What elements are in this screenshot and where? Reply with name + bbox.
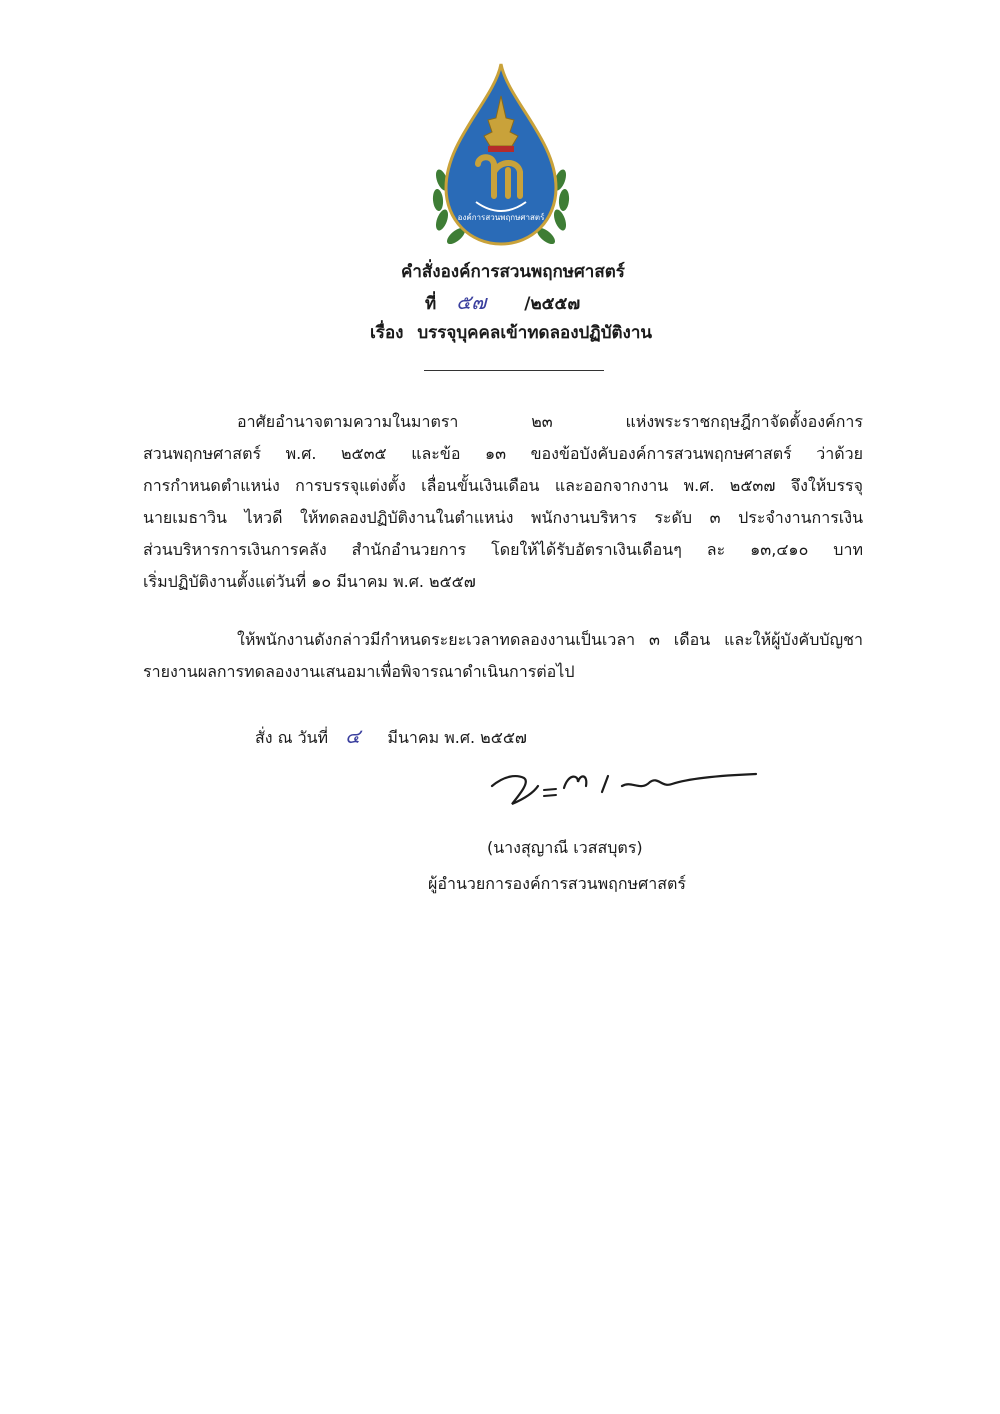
order-date-month-year: มีนาคม พ.ศ. ๒๕๕๗ [387, 728, 527, 747]
order-title: คำสั่งองค์การสวนพฤกษศาสตร์ [401, 262, 625, 282]
paragraph1-line-6: เริ่มปฏิบัติงานตั้งแต่วันที่ ๑๐ มีนาคม พ.ศ. ๒๕๕๗ [143, 572, 476, 591]
order-date-prefix: สั่ง ณ วันที่ [255, 728, 329, 747]
paragraph2-line-2: รายงานผลการทดลองงานเสนอมาเพื่อพิจารณาดำเนินการต่อไป [143, 662, 575, 681]
paragraph1-line-4: นายเมธาวิน ไหวดี ให้ทดลองปฏิบัติงานในตำแหน่ง พนักงานบริหาร ระดับ ๓ ประจำงานการเงิน [143, 508, 863, 527]
paragraph1-line-5: ส่วนบริหารการเงินการคลัง สำนักอำนวยการ โดยให้ได้รับอัตราเงินเดือนๆ ละ ๑๓,๔๑๐ บาท [143, 540, 863, 559]
header-divider [424, 370, 604, 371]
handwritten-signature-icon [486, 764, 761, 810]
order-date [255, 720, 527, 752]
signatory-position: ผู้อำนวยการองค์การสวนพฤกษศาสตร์ [428, 874, 686, 893]
subject-text: บรรจุบุคคลเข้าทดลองปฏิบัติงาน [417, 323, 652, 343]
order-number-suffix: /๒๕๕๗ [524, 294, 581, 314]
paragraph1-line-2: สวนพฤกษศาสตร์ พ.ศ. ๒๕๓๕ และข้อ ๑๓ ของข้อบังคับองค์การสวนพฤกษศาสตร์ ว่าด้วย [143, 444, 863, 463]
subject-label: เรื่อง [370, 323, 404, 343]
org-emblem-icon [428, 60, 574, 248]
paragraph1-line-3: การกำหนดตำแหน่ง การบรรจุแต่งตั้ง เลื่อนขั้นเงินเดือน และออกจากงาน พ.ศ. ๒๕๓๗ จึงให้บรรจุ [143, 476, 863, 495]
order-number-handwritten: ๕๗ [456, 290, 487, 314]
order-number-prefix: ที่ [425, 294, 437, 314]
emblem-caption: องค์การสวนพฤกษศาสตร์ [457, 213, 545, 222]
order-date-day: ๔ [345, 724, 361, 748]
order-subject [370, 319, 652, 346]
signatory-name: (นางสุญาณี เวสสบุตร) [487, 838, 643, 857]
paragraph2-line-1: ให้พนักงานดังกล่าวมีกำหนดระยะเวลาทดลองงานเป็นเวลา ๓ เดือน และให้ผู้บังคับบัญชา [237, 630, 863, 649]
paragraph1-line-1: อาศัยอำนาจตามความในมาตรา ๒๓ แห่งพระราชกฤษฎีกาจัดตั้งองค์การ [237, 412, 863, 431]
order-number [425, 286, 580, 318]
